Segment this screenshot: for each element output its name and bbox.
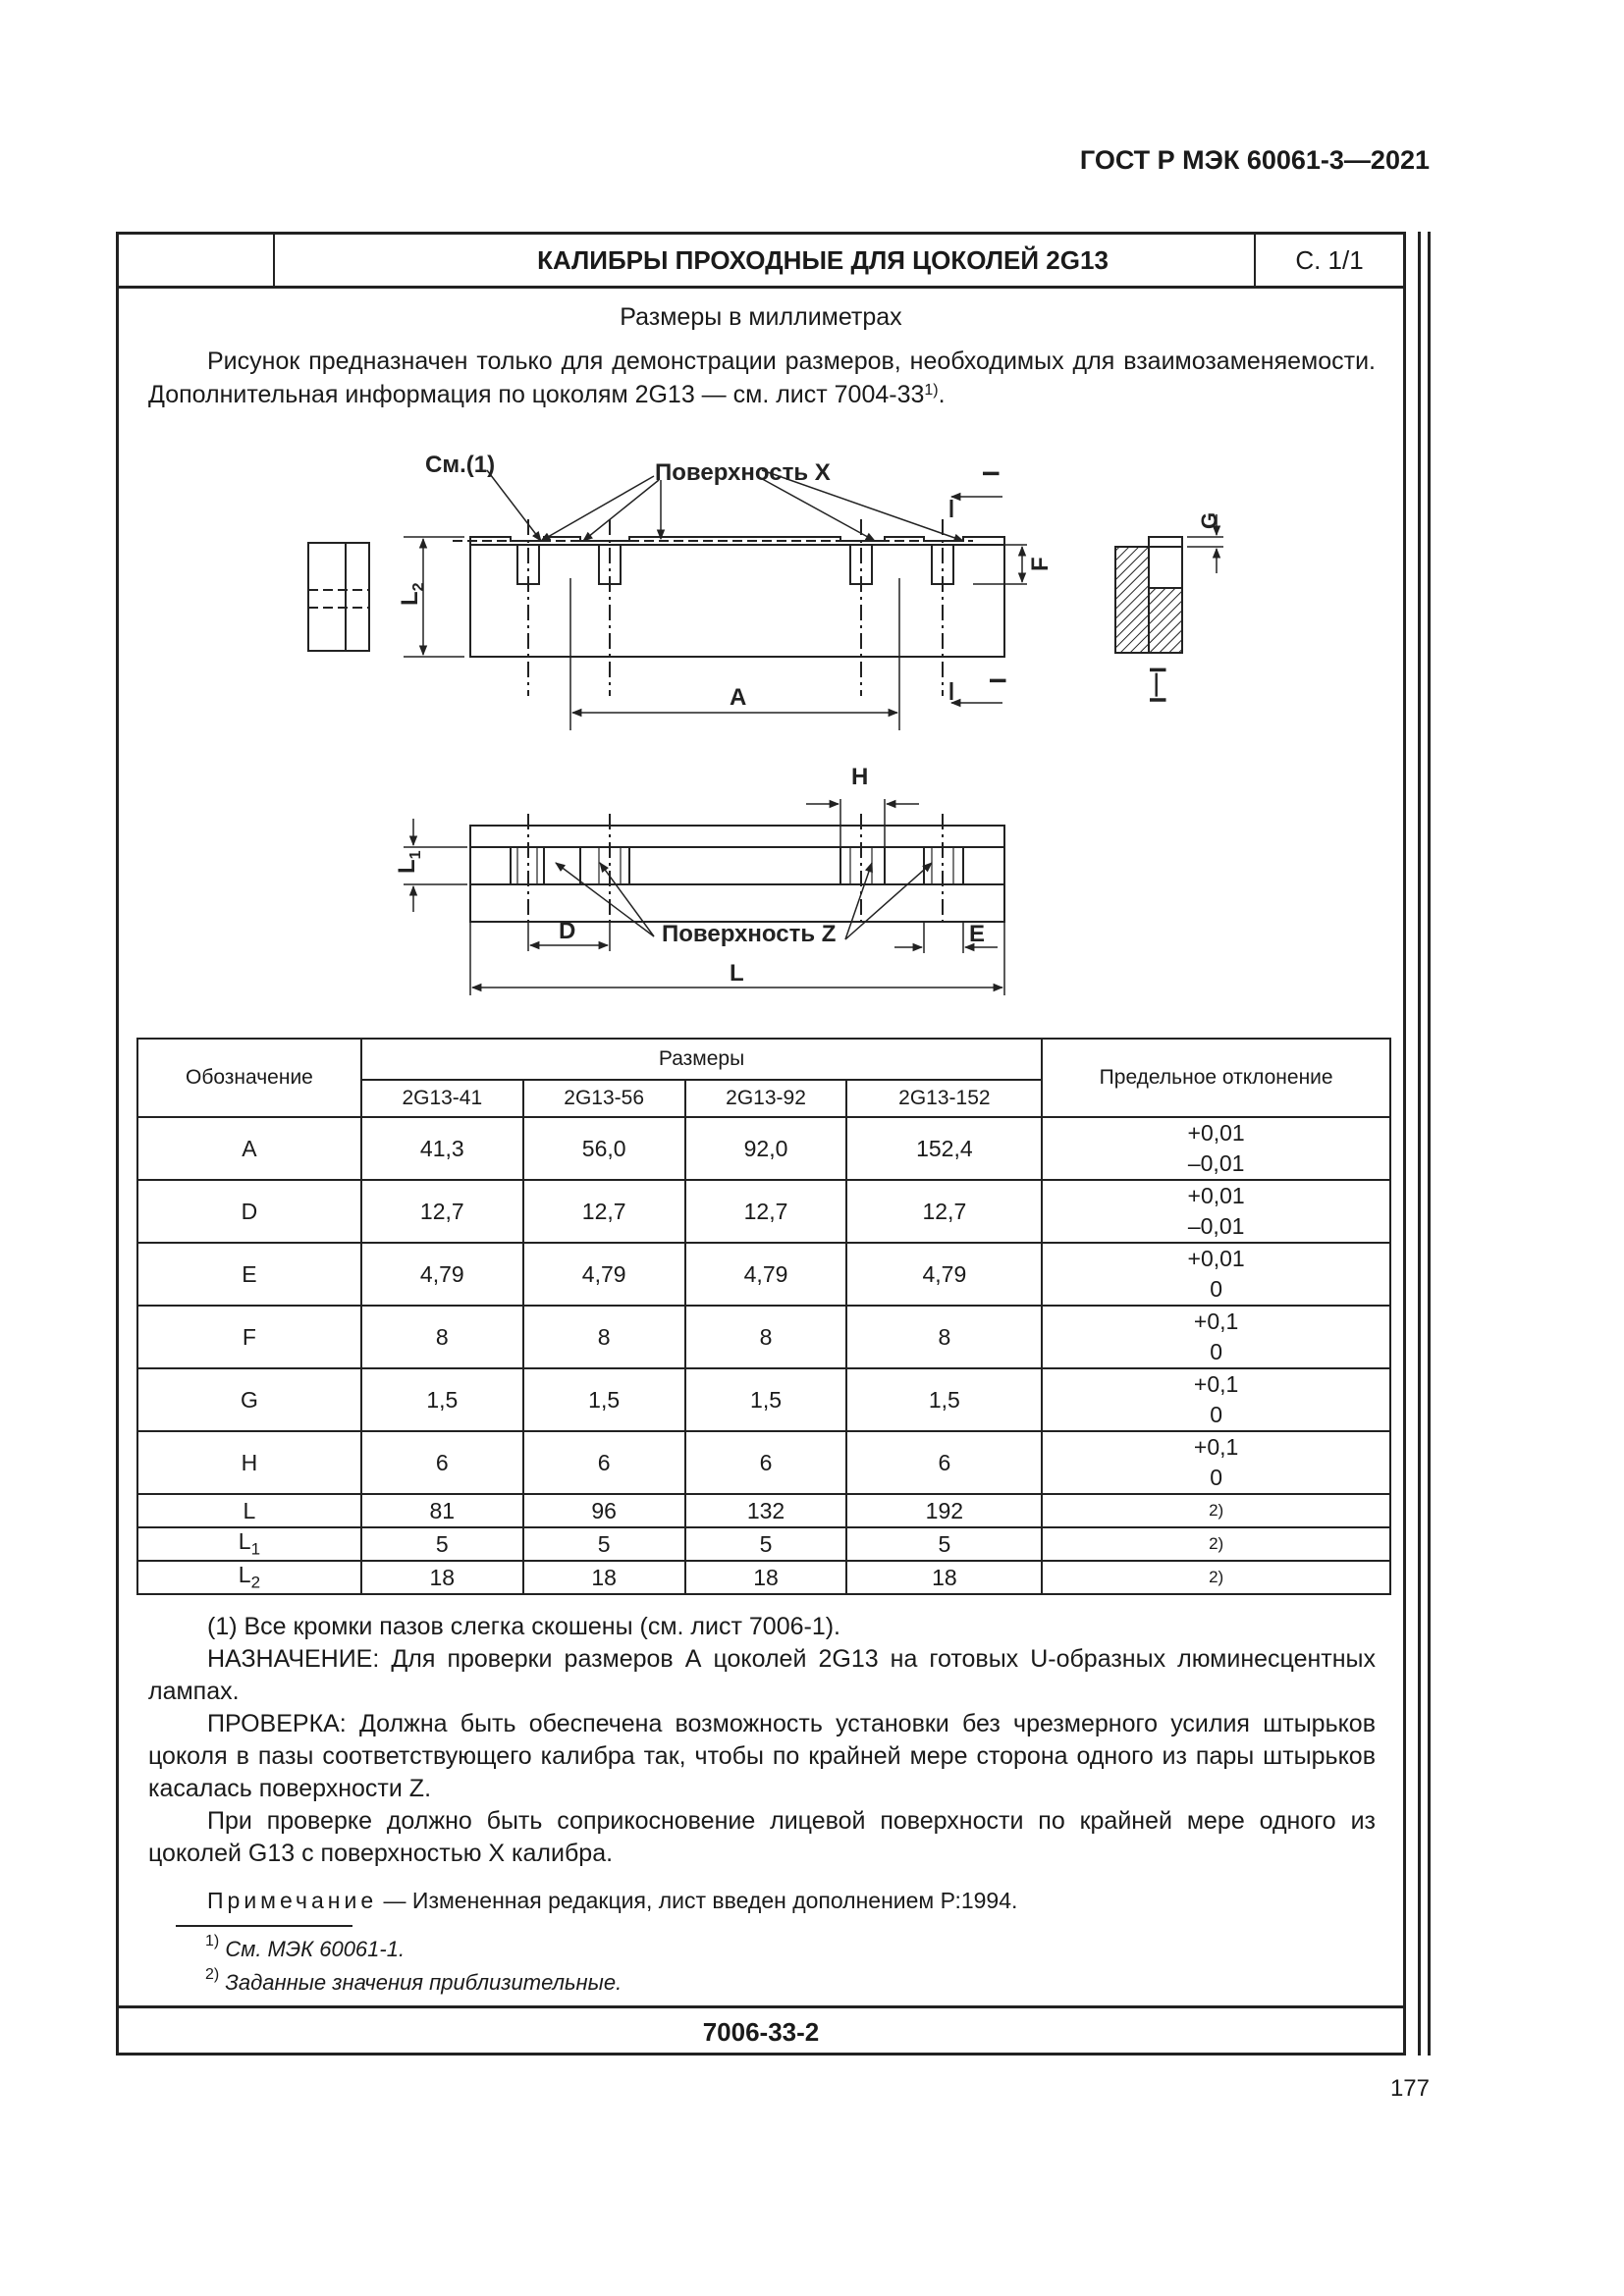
variant-header: 2G13-56: [523, 1080, 685, 1117]
row-tolerance: +0,01 –0,01: [1042, 1117, 1390, 1180]
row-value: 5: [361, 1527, 523, 1561]
sheet-title: КАЛИБРЫ ПРОХОДНЫЕ ДЛЯ ЦОКОЛЕЙ 2G13: [537, 245, 1109, 275]
row-value: 8: [523, 1306, 685, 1368]
row-value: 96: [523, 1494, 685, 1527]
table-row: [137, 1180, 1390, 1243]
row-value: 12,7: [685, 1180, 847, 1243]
row-value: 18: [846, 1561, 1042, 1594]
row-tolerance: 2): [1042, 1527, 1390, 1561]
frame-double-line: [1428, 232, 1431, 2056]
row-tolerance: +0,01 0: [1042, 1243, 1390, 1306]
intro-footnote-ref: 1): [924, 382, 939, 399]
row-value: 18: [361, 1561, 523, 1594]
row-value: 6: [685, 1431, 847, 1494]
table-row: [137, 1243, 1390, 1306]
row-designation: H: [137, 1431, 361, 1494]
col-designation-header: Обозначение: [137, 1039, 361, 1117]
row-designation: F: [137, 1306, 361, 1368]
units-note: Размеры в миллиметрах: [620, 303, 902, 331]
footnote-1: $^{1)}$ См. МЭК 60061-1.: [205, 1933, 406, 1961]
col-tolerance-header: Предельное отклонение: [1042, 1039, 1390, 1117]
row-designation: G: [137, 1368, 361, 1431]
row-designation: E: [137, 1243, 361, 1306]
label-section-II: I—I: [1144, 667, 1170, 704]
note-contact: При проверке должно быть соприкосновение лицевой поверхности по крайней мере одного из цоколей G13 с поверхностью X калибра.: [148, 1807, 1376, 1867]
primechanie-text: — Измененная редакция, лист введен дополнением Р:1994.: [377, 1888, 1018, 1913]
label-dim-A: A: [730, 684, 747, 711]
row-value: 92,0: [685, 1117, 847, 1180]
table-row: [137, 1431, 1390, 1494]
section-view: [1115, 511, 1223, 653]
row-value: 6: [523, 1431, 685, 1494]
row-designation: L: [137, 1494, 361, 1527]
row-tolerance: +0,01 –0,01: [1042, 1180, 1390, 1243]
note-1: (1) Все кромки пазов слегка скошены (см. лист 7006-1).: [207, 1613, 840, 1640]
sheet-number: С. 1/1: [1254, 235, 1403, 286]
row-value: 1,5: [361, 1368, 523, 1431]
row-tolerance: +0,1 0: [1042, 1368, 1390, 1431]
note-purpose: НАЗНАЧЕНИЕ: Для проверки размеров А цоколей 2G13 на готовых U-образных люминесцентных лампах.: [148, 1645, 1376, 1705]
row-value: 1,5: [846, 1368, 1042, 1431]
label-surface-x: Поверхность X: [655, 459, 831, 486]
label-section-I-bottom: I: [984, 677, 1010, 684]
label-surface-z: Поверхность Z: [662, 921, 837, 947]
row-tolerance: +0,1 0: [1042, 1431, 1390, 1494]
label-dim-F: F: [1027, 557, 1054, 571]
row-value: 81: [361, 1494, 523, 1527]
sheet-frame: [116, 232, 1406, 2056]
table-row: [137, 1527, 1390, 1561]
table-row: [137, 1368, 1390, 1431]
primechanie-note: [207, 1888, 1017, 1914]
sheet-code: 7006-33-2: [119, 2005, 1403, 2056]
row-value: 8: [361, 1306, 523, 1368]
row-designation: D: [137, 1180, 361, 1243]
row-value: 132: [685, 1494, 847, 1527]
note-check: ПРОВЕРКА: Должна быть обеспечена возможность установки без чрезмерного усилия штырьков цоколя в пазы соответствующего калибра так, чтобы по крайней мере сторона одного из пары штырьков касалась поверхности Z.: [148, 1710, 1376, 1802]
variant-header: 2G13-41: [361, 1080, 523, 1117]
row-value: 18: [685, 1561, 847, 1594]
variant-header: 2G13-152: [846, 1080, 1042, 1117]
label-dim-L: L: [730, 960, 744, 987]
top-view: [404, 799, 1004, 995]
row-tolerance: +0,1 0: [1042, 1306, 1390, 1368]
page-number: 177: [1389, 2075, 1430, 2102]
row-designation: $L_1$: [137, 1527, 361, 1561]
row-value: 12,7: [361, 1180, 523, 1243]
row-designation: A: [137, 1117, 361, 1180]
row-value: 5: [523, 1527, 685, 1561]
row-value: 8: [846, 1306, 1042, 1368]
row-value: 4,79: [846, 1243, 1042, 1306]
row-value: 6: [361, 1431, 523, 1494]
label-see-ref: См.(1): [425, 452, 496, 478]
footnote-2: $^{2)}$ Заданные значения приблизительные.: [205, 1966, 623, 1995]
row-value: 6: [846, 1431, 1042, 1494]
table-row: [137, 1494, 1390, 1527]
row-tolerance: 2): [1042, 1494, 1390, 1527]
variant-header: 2G13-92: [685, 1080, 847, 1117]
front-view: [404, 470, 1027, 730]
gauge-drawing: [119, 235, 1403, 1020]
row-value: 152,4: [846, 1117, 1042, 1180]
label-dim-L2: $L_2$: [397, 582, 427, 606]
row-designation: $L_2$: [137, 1561, 361, 1594]
row-value: 41,3: [361, 1117, 523, 1180]
row-value: 12,7: [523, 1180, 685, 1243]
row-tolerance: 2): [1042, 1561, 1390, 1594]
col-sizes-header: Размеры: [361, 1039, 1042, 1080]
primechanie-word: Примечание: [207, 1888, 378, 1913]
intro-text: Рисунок предназначен только для демонстрации размеров, необходимых для взаимозаменяемости. Дополнительная информация по цоколям 2G13 — см. лист 7004-33: [148, 347, 1376, 408]
row-value: 12,7: [846, 1180, 1042, 1243]
label-dim-H: H: [851, 764, 869, 790]
row-value: 192: [846, 1494, 1042, 1527]
row-value: 5: [846, 1527, 1042, 1561]
label-section-I-top: I: [977, 470, 1003, 477]
row-value: 8: [685, 1306, 847, 1368]
notes-block: [148, 1611, 1376, 1870]
table-row: [137, 1117, 1390, 1180]
document-id: ГОСТ Р МЭК 60061-3—2021: [1079, 145, 1430, 175]
frame-double-line: [1418, 232, 1421, 2056]
row-value: 5: [685, 1527, 847, 1561]
table-row: [137, 1561, 1390, 1594]
row-value: 4,79: [685, 1243, 847, 1306]
row-value: 4,79: [361, 1243, 523, 1306]
label-dim-D: D: [559, 918, 576, 944]
table-row: [137, 1306, 1390, 1368]
label-dim-L1: $L_1$: [394, 850, 424, 874]
row-value: 56,0: [523, 1117, 685, 1180]
label-dim-E: E: [969, 921, 986, 947]
row-value: 1,5: [523, 1368, 685, 1431]
row-value: 18: [523, 1561, 685, 1594]
intro-end: .: [938, 381, 946, 408]
label-dim-G: G: [1197, 511, 1221, 529]
row-value: 4,79: [523, 1243, 685, 1306]
end-view-left: [308, 543, 369, 651]
row-value: 1,5: [685, 1368, 847, 1431]
dimensions-table: [136, 1038, 1391, 1595]
footnote-separator: [176, 1925, 352, 1927]
